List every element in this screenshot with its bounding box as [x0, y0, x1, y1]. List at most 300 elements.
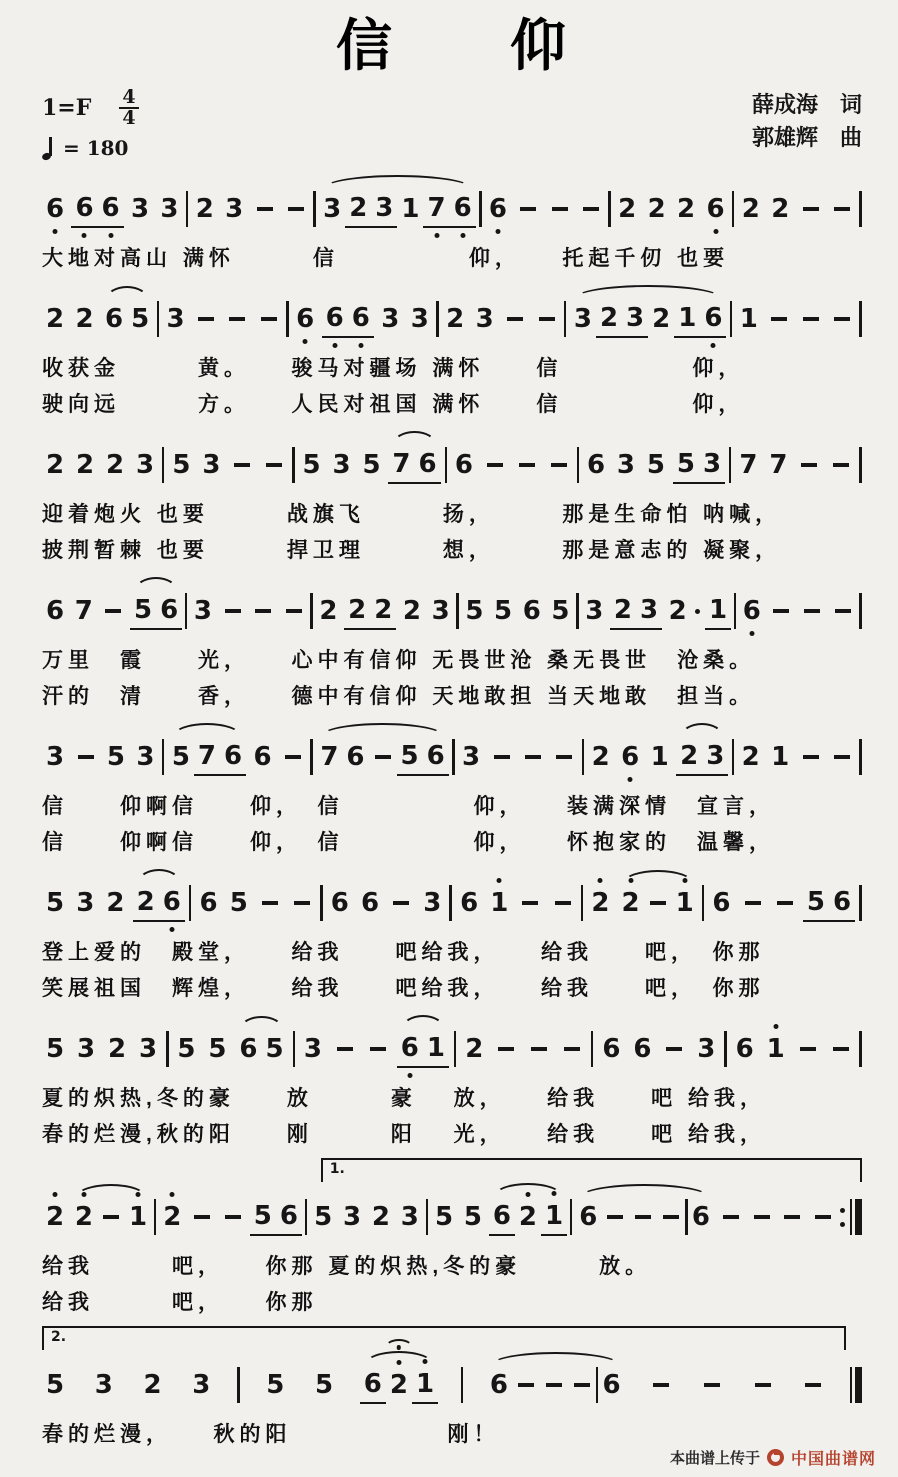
duration-dash: [288, 207, 304, 211]
note: 6: [702, 191, 728, 227]
note: 6: [42, 191, 68, 227]
note: 7: [74, 596, 93, 626]
barline: [162, 739, 165, 775]
duration-dash: [103, 1215, 119, 1219]
note: 7: [423, 190, 449, 226]
duration-dash: [804, 609, 820, 613]
low-octave-dot: [108, 233, 113, 238]
note: 3: [303, 1034, 322, 1064]
note: 5: [46, 1370, 65, 1400]
duration-dash: [261, 317, 277, 321]
barline: [576, 593, 579, 629]
note: 2: [668, 596, 687, 626]
repeat-dots: [840, 1208, 845, 1227]
repeat-end-barline: [840, 1199, 862, 1235]
low-octave-dot: [749, 631, 754, 636]
low-octave-dot: [628, 777, 633, 782]
high-octave-dot: [423, 1359, 428, 1364]
high-octave-dot: [53, 1192, 58, 1197]
note: 5: [131, 304, 150, 334]
barline-stroke: [162, 739, 165, 775]
note: 5: [46, 888, 65, 918]
low-octave-dot: [358, 343, 363, 348]
duration-dash: [546, 1383, 562, 1387]
note: 6: [98, 190, 124, 226]
note: 3: [323, 194, 342, 224]
note: 2: [42, 1199, 68, 1235]
note: 6: [71, 190, 97, 226]
note: 6: [426, 741, 445, 771]
note: 2: [108, 1034, 127, 1064]
duration-dash: [815, 1215, 831, 1219]
note: 6: [712, 888, 731, 918]
final-barline: [850, 1367, 862, 1403]
note: 6: [633, 1034, 652, 1064]
note: 6: [602, 1370, 621, 1400]
note: 1: [705, 592, 731, 630]
note: 3: [225, 194, 244, 224]
notation-line: [42, 1178, 862, 1245]
barline-stroke: [581, 885, 584, 921]
duration-dash: [556, 755, 572, 759]
barline: [292, 447, 295, 483]
lyric-line: 大地对高山 满怀 信 仰， 托起千仞 也要: [42, 247, 730, 270]
note: 7: [739, 450, 758, 480]
note: 6: [348, 300, 374, 336]
barline-stroke: [564, 301, 567, 337]
note: 3: [431, 596, 450, 626]
barline-stroke: [154, 1199, 157, 1235]
barline-stroke: [577, 447, 580, 483]
tempo-value: = 180: [63, 136, 129, 160]
note: 3: [585, 596, 604, 626]
note: 5: [463, 1202, 482, 1232]
note: 3: [702, 449, 722, 479]
note: 7: [320, 742, 339, 772]
song-title: 信 仰: [336, 14, 568, 79]
note: 3: [400, 1202, 419, 1232]
barline-stroke: [859, 447, 862, 483]
barline-stroke: [320, 885, 323, 921]
duration-dash: [771, 317, 787, 321]
duration-dash: [105, 609, 121, 613]
music-system-3: [42, 426, 862, 565]
barline: [859, 191, 862, 227]
note: 5: [465, 596, 484, 626]
note: 5: [314, 1202, 333, 1232]
key-row: [42, 88, 139, 128]
site-logo-icon: [767, 1449, 784, 1466]
barline-stroke: [850, 1199, 853, 1235]
note: 5: [676, 449, 695, 479]
barline-stroke: [570, 1199, 573, 1235]
low-octave-dot: [713, 229, 718, 234]
tempo-row: [42, 136, 139, 160]
low-octave-dot: [460, 233, 465, 238]
note: 3: [166, 304, 185, 334]
duration-dash: [262, 901, 278, 905]
duration-dash: [784, 1215, 800, 1219]
barline: [449, 885, 452, 921]
lyric-line: 给我 吧， 你那: [42, 1291, 318, 1314]
note: 3: [626, 303, 645, 333]
duration-dash: [518, 1383, 534, 1387]
duration-dash: [229, 317, 245, 321]
note: 6: [832, 887, 852, 917]
music-system-6: [42, 864, 862, 1003]
barline: [293, 1031, 296, 1067]
note: 1: [125, 1199, 151, 1235]
duration-dash: [285, 755, 301, 759]
repeat-dot: [840, 1208, 845, 1213]
note: 3: [573, 304, 592, 334]
barline: [162, 447, 165, 483]
duration-dash: [834, 317, 850, 321]
duration-dash: [531, 1047, 547, 1051]
augmentation-dot: [695, 609, 700, 614]
lyric-line: 给我 吧， 你那 夏的炽热,冬的豪 放。: [42, 1255, 652, 1278]
duration-dash: [607, 1215, 623, 1219]
barline: [456, 593, 459, 629]
note: 2: [319, 596, 338, 626]
key-signature: 1=F: [42, 95, 92, 121]
meter-numerator: 4: [122, 86, 136, 108]
duration-dash: [294, 901, 310, 905]
note: 3: [639, 595, 659, 625]
duration-dash: [803, 207, 819, 211]
duration-dash: [834, 755, 850, 759]
note-group: [397, 738, 449, 776]
slur-group: [388, 446, 440, 484]
note: 5: [46, 1034, 65, 1064]
high-octave-dot: [170, 1192, 175, 1197]
barline-stroke: [850, 1367, 853, 1403]
note-group: [71, 190, 123, 228]
duration-dash: [635, 1215, 651, 1219]
duration-dash: [583, 207, 599, 211]
note: 5: [806, 887, 825, 917]
music-system-7: [42, 1010, 862, 1149]
slur-group: [130, 592, 182, 630]
duration-dash: [666, 1047, 682, 1051]
note: 2: [652, 304, 671, 334]
note: 3: [76, 888, 95, 918]
barline-stroke: [859, 593, 862, 629]
note: 2: [386, 1367, 412, 1403]
note: 3: [139, 1034, 158, 1064]
note: 2: [159, 1199, 185, 1235]
note: 5: [106, 742, 125, 772]
lyric-line: 汗的 清 香， 德中有信仰 天地敢担 当天地敢 担当。: [42, 685, 756, 708]
note: 6: [586, 450, 606, 480]
barline: [859, 739, 862, 775]
volta-label: 2.: [51, 1329, 67, 1345]
high-octave-dot: [682, 878, 687, 883]
lyric-line: 信 仰啊信 仰， 信 仰， 怀抱家的 温馨，: [42, 831, 775, 854]
barline: [166, 1031, 169, 1067]
note: 3: [136, 742, 155, 772]
barline: [461, 1367, 464, 1403]
note: 6: [418, 449, 437, 479]
note: 1: [739, 304, 758, 334]
duration-dash: [487, 463, 503, 467]
lyric-line: 驶向远 方。 人民对祖国 满怀 信 仰，: [42, 393, 745, 416]
barline-stroke: [436, 301, 439, 337]
slur-group: [676, 738, 728, 776]
note: 2: [402, 596, 421, 626]
barline-stroke: [730, 301, 733, 337]
duration-dash: [257, 207, 273, 211]
note-group: [344, 592, 396, 630]
duration-dash: [833, 463, 849, 467]
barline-stroke: [732, 191, 735, 227]
duration-dash: [522, 901, 538, 905]
music-system-1: [42, 170, 862, 273]
barline-stroke: [189, 885, 192, 921]
note: 6: [602, 1034, 621, 1064]
note: 2: [677, 194, 696, 224]
low-octave-dot: [711, 343, 716, 348]
note: 2: [599, 303, 619, 333]
barline: [479, 191, 482, 227]
note: 3: [130, 194, 150, 224]
barline: [859, 885, 862, 921]
barline: [564, 301, 567, 337]
composer-credit: 郭雄辉 曲: [751, 125, 862, 150]
lyric-line: 收获金 黄。 骏马对疆场 满怀 信 仰，: [42, 357, 745, 380]
barline: [445, 447, 448, 483]
note: 6: [700, 300, 726, 336]
note: 1: [541, 1198, 567, 1236]
high-octave-dot: [598, 878, 603, 883]
barline-stroke: [186, 191, 189, 227]
note: 2: [741, 194, 760, 224]
duration-dash: [520, 207, 536, 211]
lyric-line: 披荆暂棘 也要 捍卫理 想， 那是意志的 凝聚，: [42, 539, 782, 562]
note: 5: [177, 1034, 196, 1064]
slur-group: [575, 1199, 714, 1235]
note: 2: [465, 1034, 484, 1064]
note: 6: [105, 304, 124, 334]
slur-group: [168, 738, 246, 776]
music-system-5: [42, 718, 862, 857]
slur-group: [618, 885, 698, 921]
note-group: [610, 592, 662, 630]
barline-stroke: [310, 593, 313, 629]
barline: [186, 191, 189, 227]
duration-dash: [393, 901, 409, 905]
barline-stroke: [724, 1031, 727, 1067]
note: 6: [485, 191, 511, 227]
note: 2: [106, 888, 125, 918]
note: 6: [159, 884, 185, 920]
slur-group: [486, 1367, 625, 1403]
note-group: [194, 738, 246, 776]
upload-note: 本曲谱上传于: [669, 1450, 760, 1467]
high-octave-dot: [525, 1192, 530, 1197]
note: 2: [647, 194, 666, 224]
barline: [310, 739, 313, 775]
note: 6: [397, 1030, 423, 1066]
duration-dash: [755, 1383, 771, 1387]
barline-stroke: [729, 447, 732, 483]
barline: [426, 1199, 429, 1235]
note: 5: [171, 742, 190, 772]
thick-barline-stroke: [855, 1367, 862, 1403]
duration-dash: [653, 1383, 669, 1387]
low-octave-dot: [169, 927, 174, 932]
barline-stroke: [859, 885, 862, 921]
note: 5: [315, 1370, 334, 1400]
notation-line: [42, 718, 862, 785]
slur-group: [397, 1030, 449, 1068]
barline-stroke: [286, 301, 289, 337]
thick-barline-stroke: [855, 1199, 862, 1235]
music-system-4: [42, 572, 862, 711]
barline: [305, 1199, 308, 1235]
duration-dash: [834, 207, 850, 211]
music-system-8: [42, 1156, 862, 1317]
low-octave-dot: [407, 1073, 412, 1078]
note: 3: [202, 450, 221, 480]
note: 2: [105, 450, 125, 480]
slur-group: [133, 884, 185, 922]
note: 5: [302, 450, 321, 480]
barline: [859, 301, 862, 337]
note: 3: [77, 1034, 96, 1064]
note: 6: [739, 593, 765, 629]
high-octave-dot: [497, 878, 502, 883]
note: 2: [75, 450, 95, 480]
duration-dash: [555, 901, 571, 905]
note-group: [596, 300, 648, 338]
barline-stroke: [292, 447, 295, 483]
note: 1: [486, 885, 512, 921]
note: 5: [133, 595, 153, 625]
duration-dash: [370, 1047, 386, 1051]
note: 3: [46, 742, 65, 772]
note: 3: [475, 304, 494, 334]
note: 1: [678, 303, 697, 333]
slur-group: [101, 301, 153, 337]
barline-stroke: [166, 1031, 169, 1067]
duration-dash: [754, 1215, 770, 1219]
note: 3: [423, 888, 442, 918]
notation-line: [42, 426, 862, 493]
notation-line: [42, 1346, 862, 1413]
slur-group: [360, 1366, 438, 1404]
note: 5: [229, 888, 248, 918]
note: 1: [650, 742, 669, 772]
barline: [570, 1199, 573, 1235]
music-system-2: [42, 280, 862, 419]
high-octave-dot: [396, 1360, 401, 1365]
high-octave-dot: [136, 1192, 141, 1197]
duration-dash: [498, 1047, 514, 1051]
duration-dash: [723, 1215, 739, 1219]
note: 3: [192, 1370, 211, 1400]
barline: [859, 447, 862, 483]
note: 6: [199, 888, 218, 918]
barline-stroke: [479, 191, 482, 227]
note: 6: [460, 888, 479, 918]
note: 2: [446, 304, 465, 334]
lyric-line: 万里 霞 光， 心中有信仰 无畏世沧 桑无畏世 沧桑。: [42, 649, 756, 672]
note: 1: [412, 1366, 438, 1404]
notation-line: [42, 572, 862, 639]
note: 3: [616, 450, 636, 480]
barline: [286, 301, 289, 337]
note: 2: [374, 595, 393, 625]
note: 5: [551, 596, 570, 626]
note: 1: [401, 194, 420, 224]
note: 2: [771, 194, 790, 224]
duration-dash: [773, 609, 789, 613]
duration-dash: [800, 1047, 816, 1051]
note: 2: [75, 304, 94, 334]
duration-dash: [225, 609, 241, 613]
high-octave-dot: [628, 878, 633, 883]
note: 3: [193, 596, 212, 626]
lyric-line: 夏的炽热,冬的豪 放 豪 放， 给我 吧 给我，: [42, 1087, 767, 1110]
duration-dash: [194, 1215, 210, 1219]
note: 5: [208, 1034, 227, 1064]
note: 3: [160, 194, 179, 224]
duration-dash: [337, 1047, 353, 1051]
duration-dash: [803, 755, 819, 759]
note: 2: [136, 887, 155, 917]
note: 3: [342, 1202, 362, 1232]
low-octave-dot: [434, 233, 439, 238]
duration-dash: [564, 1047, 580, 1051]
duration-dash: [507, 317, 523, 321]
barline-stroke: [310, 739, 313, 775]
note-group: [674, 300, 726, 338]
low-octave-dot: [332, 343, 337, 348]
barline: [724, 1031, 727, 1067]
note: 6: [489, 1198, 515, 1236]
high-octave-dot: [81, 1192, 86, 1197]
barline-stroke: [456, 593, 459, 629]
note: 2: [515, 1199, 541, 1235]
duration-dash: [519, 463, 535, 467]
barline: [320, 885, 323, 921]
barline-stroke: [454, 1031, 457, 1067]
credits-block: [752, 88, 862, 154]
music-system-9: [42, 1324, 862, 1449]
lyricist-credit: 薛成海 词: [751, 92, 862, 117]
quarter-note-icon: [42, 136, 55, 160]
note: 1: [771, 742, 790, 772]
barline-stroke: [449, 885, 452, 921]
note: 3: [706, 741, 725, 771]
barline: [313, 191, 316, 227]
barline-stroke: [426, 1199, 429, 1235]
meter-denominator: 4: [119, 107, 138, 128]
note: 7: [769, 450, 788, 480]
lyric-line: 迎着炮火 也要 战旗飞 扬， 那是生命怕 呐喊，: [42, 503, 782, 526]
slur-group: [316, 738, 448, 776]
slur-group: [319, 190, 476, 228]
note: 3: [381, 304, 400, 334]
note: 5: [253, 1201, 272, 1231]
note: 2: [71, 1199, 97, 1235]
note: 3: [697, 1034, 716, 1064]
note: 3: [375, 193, 394, 223]
barline: [730, 301, 733, 337]
note: 6: [279, 1201, 298, 1231]
duration-dash: [574, 1383, 590, 1387]
